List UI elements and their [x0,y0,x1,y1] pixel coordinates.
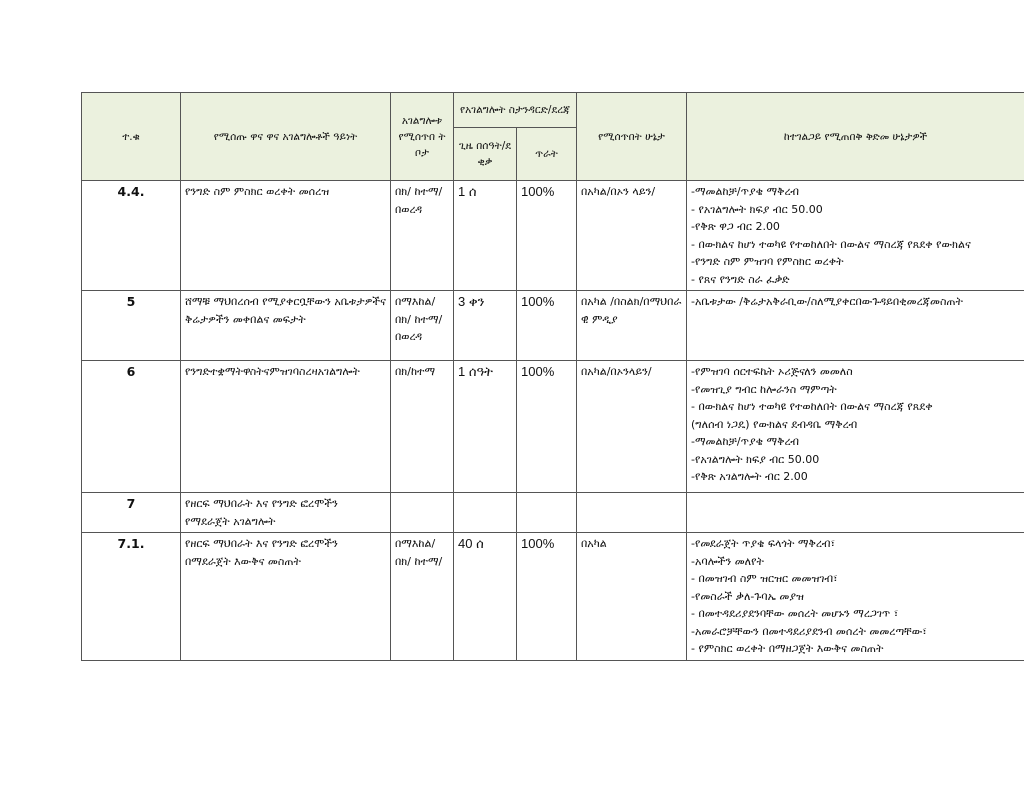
table-row [82,361,1024,493]
service-name: ሸማቹ ማህበረሰብ የሚያቀርቧቸውን አቤቱታዎችና ቅሬታዎችን መቀበልና መፍታት [181,291,391,361]
table-row [82,493,1024,533]
service-time [454,493,517,533]
service-name: የንግድተቋማትዋስትናምዝገባስረዛአገልግሎት [181,361,391,493]
requirement-item: -የመዝጊያ ግብር ከሎራንስ ማምጣት [691,382,837,396]
requirement-item: -አመራሮቻቸውን በመተዳደሪያደንብ መሰረት መመረጣቸው፣ [691,624,927,638]
service-quality: 100% [517,181,577,291]
service-quality [517,493,577,533]
requirement-item: -የቅጽ ዋጋ ብር 2.00 [691,220,780,233]
header-service-place: አገልግሎቱ የሚሰጥበ ት ቦታ [391,93,454,181]
requirement-item: -አቤቱታው /ቅሬታአቅራቢው/ስለሚያቀርበውጉዳይበቂመረጃመስጠት [691,295,963,308]
requirement-item: -የምዝገባ ሰርተፍኬት ኦሪጅናለን መመለስ [691,365,853,378]
delivery-mode: በአካል/በኦንላይን/ [577,361,687,493]
requirement-item: -የመደራጀት ጥያቄ ፍላጎት ማቅረብ፣ [691,537,835,550]
header-delivery-mode: የሚሰጥበት ሁኔታ [577,93,687,181]
delivery-mode: በአካል [577,533,687,661]
requirement-item: - በውክልና ከሆነ ተወካዩ የተወከለበት በውልና ማስረጃ የጸደቀ [691,400,933,413]
header-time: ጊዜ በሰዓት/ደ ቂቃ [454,128,517,181]
service-time: 1 ሰዓት [454,361,517,493]
requirements-cell [687,181,1024,291]
requirement-item: - የአገልግሎት ክፍያ ብር 50.00 [691,202,823,216]
service-place: በማእከል/ በክ/ ከተማ/ [391,533,454,661]
requirement-item: -ማመልከቻ/ጥያቄ ማቅረብ [691,435,800,448]
requirements-cell [687,533,1024,661]
header-standard: የአገልግሎት ስታንዳርድ/ደረጃ [454,93,577,128]
service-quality: 100% [517,291,577,361]
header-no: ተ.ቁ [82,93,181,181]
service-quality: 100% [517,361,577,493]
service-place: በማእከል/ በክ/ ከተማ/ በወረዳ [391,291,454,361]
requirements-cell [687,361,1024,493]
delivery-mode: በአካል/በኦን ላይን/ [577,181,687,291]
header-prerequisites: ከተገልጋይ የሚጠበቅ ቅድመ ሁኔታዎች [687,93,1024,181]
row-number: 4.4. [82,181,181,291]
service-quality: 100% [517,533,577,661]
service-name: የዘርፍ ማህበራት እና የንግድ ፎረሞችን በማደራጀት እውቅና መስጠት [181,533,391,661]
requirement-item: -የቅጽ አገልግሎት ብር 2.00 [691,470,808,483]
requirement-item: -የአገልግሎት ክፍያ ብር 50.00 [691,452,820,466]
service-name: የዘርፍ ማህበራት እና የንግድ ፎረሞችን የማደራጀት አገልግሎት [181,493,391,533]
requirement-item: - በመተዳደሪያደንባቸው መሰረት መሆኑን ማረጋገጥ ፣ [691,607,899,620]
row-number: 7.1. [82,533,181,661]
requirements-cell [687,493,1024,533]
service-standards-table [81,92,1024,661]
requirement-item: - የምስክር ወረቀት በማዘጋጀት እውቅና መስጠት [691,642,884,655]
table-row [82,533,1024,661]
service-time: 3 ቀን [454,291,517,361]
service-place [391,493,454,533]
service-place: በክ/ከተማ [391,361,454,493]
row-number: 7 [82,493,181,533]
requirement-item: - በውክልና ከሆነ ተወካዩ የተወከለበት በውልና ማስረጃ የጸደቀ የውክልና [691,237,971,251]
service-place: በክ/ ከተማ/ በወረዳ [391,181,454,291]
requirement-item: - የጸና የንግድ ስራ ፈቃድ [691,272,790,286]
header-service-type: የሚሰጡ ዋና ዋና አገልግሎቶች ዓይነት [181,93,391,181]
row-number: 6 [82,361,181,493]
header-quality: ጥራት [517,128,577,181]
delivery-mode [577,493,687,533]
table-row [82,291,1024,361]
requirement-item: -አባሎችን መለየት [691,554,764,568]
service-name: የንግድ ስም ምስክር ወረቀት መሰረዝ [181,181,391,291]
table-body [82,181,1024,661]
requirement-item: -የመስራች ቃለ-ጉባኤ መያዝ [691,589,804,603]
service-time: 40 ሰ [454,533,517,661]
requirement-item: - በመዝገብ ስም ዝርዝር መመዝገብ፣ [691,572,838,585]
requirements-cell [687,291,1024,361]
service-time: 1 ሰ [454,181,517,291]
requirement-item: (ግለሰብ ነጋዴ) የውክልና ደብዳቤ ማቅረብ [691,417,858,431]
requirement-item: -የንግድ ስም ምዝገባ የምስክር ወረቀት [691,255,844,268]
table-row [82,181,1024,291]
requirement-item: -ማመልከቻ/ጥያቄ ማቅረብ [691,185,800,198]
delivery-mode: በአካል /በስልክ/በማህበራዊ ምዲያ [577,291,687,361]
row-number: 5 [82,291,181,361]
